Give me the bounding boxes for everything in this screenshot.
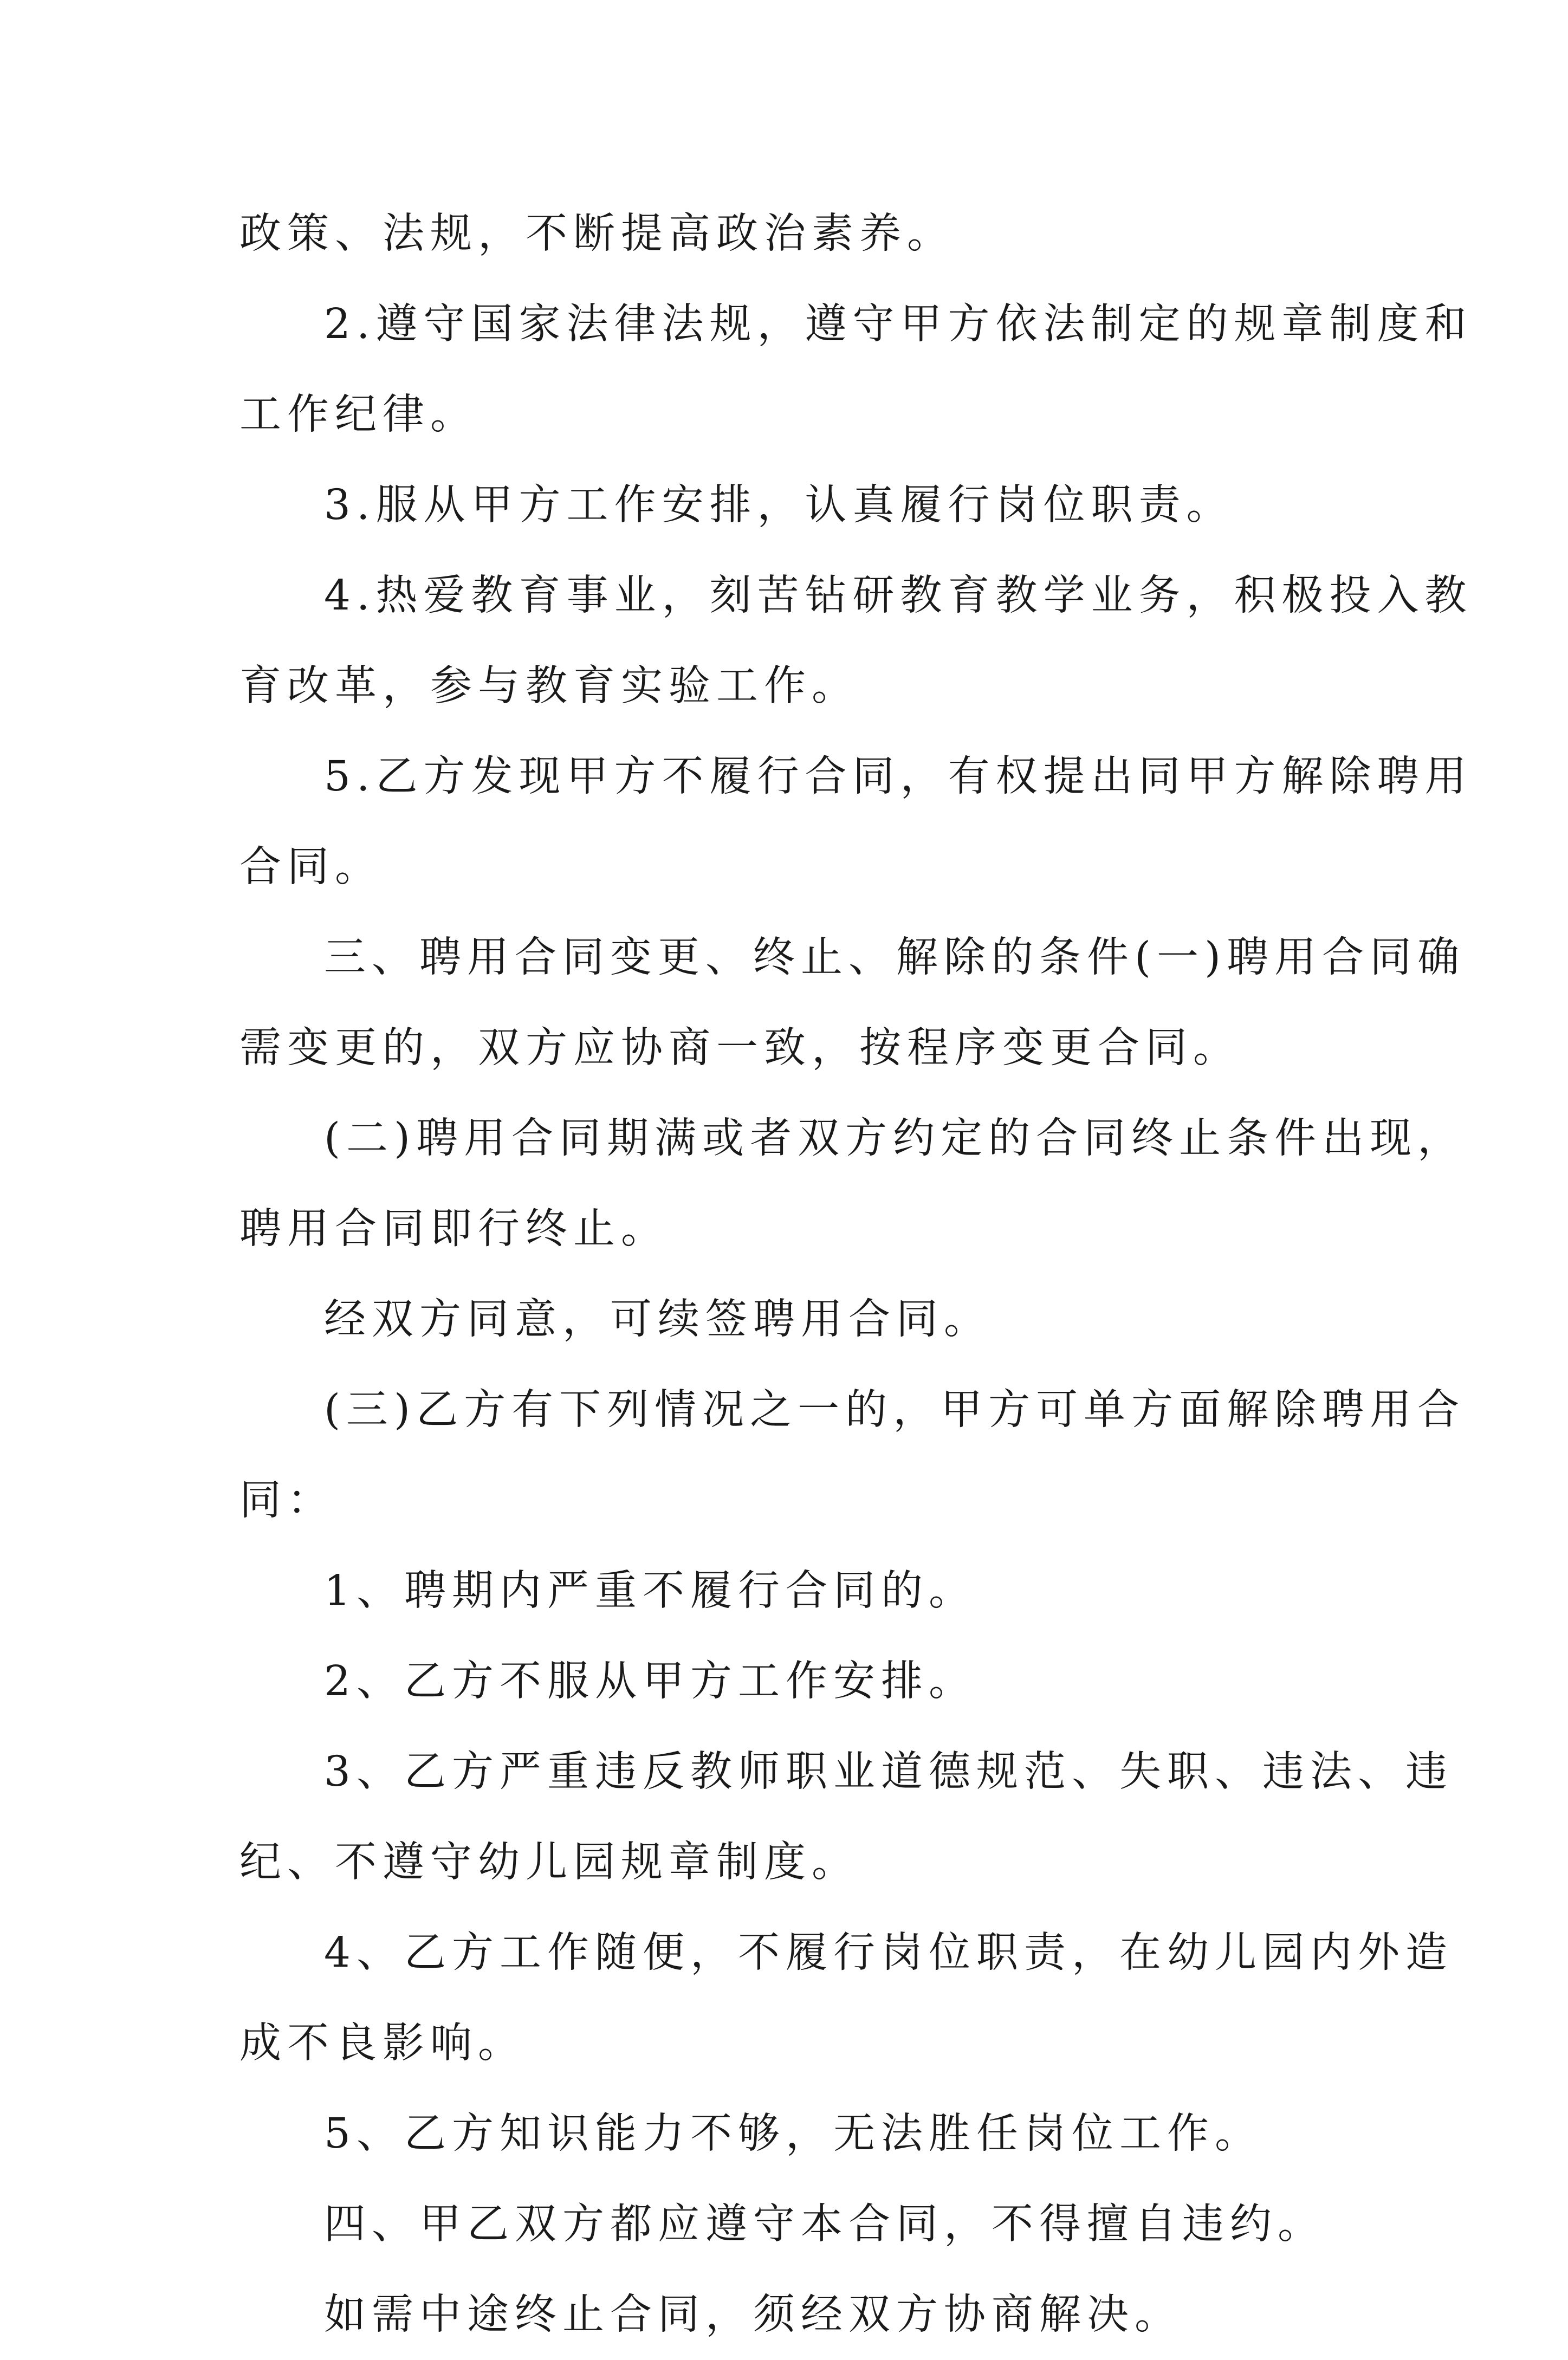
- text-line: 3、乙方严重违反教师职业道德规范、失职、违法、违: [324, 1748, 1453, 1796]
- paragraph: [239, 279, 1473, 460]
- paragraph: [239, 2179, 1334, 2270]
- text-line: 经双方同意，可续签聘用合同。: [324, 1295, 992, 1344]
- text-line: (三)乙方有下列情况之一的，甲方可单方面解除聘用合: [324, 1386, 1466, 1434]
- paragraph: [239, 189, 1334, 279]
- text-line: 政策、法规，不断提高政治素养。: [239, 210, 955, 258]
- paragraph: [239, 1636, 1334, 1727]
- paragraph: [239, 460, 1334, 550]
- paragraph: [239, 1727, 1453, 1908]
- text-line: 工作纪律。: [239, 391, 478, 439]
- paragraph: [239, 1908, 1453, 2089]
- text-line: 5、乙方知识能力不够，无法胜任岗位工作。: [324, 2110, 1262, 2158]
- text-line: 2、乙方不服从甲方工作安排。: [324, 1657, 976, 1706]
- paragraph: [239, 550, 1473, 731]
- text-line: 三、聘用合同变更、终止、解除的条件(一)聘用合同确: [324, 933, 1466, 982]
- text-line: 同：: [239, 1476, 335, 1525]
- text-line: 4.热爱教育事业，刻苦钻研教育教学业务，积极投入教: [324, 572, 1473, 620]
- text-line: 4、乙方工作随便，不履行岗位职责，在幼儿园内外造: [324, 1929, 1453, 1977]
- paragraph: [239, 2270, 1334, 2360]
- text-line: 育改革，参与教育实验工作。: [239, 662, 859, 710]
- text-line: 四、甲乙双方都应遵守本合同，不得擅自违约。: [324, 2200, 1325, 2248]
- paragraph: [239, 1093, 1466, 1274]
- text-line: 成不良影响。: [239, 2019, 526, 2067]
- paragraph: [239, 912, 1466, 1093]
- paragraph: [239, 2089, 1334, 2179]
- paragraph: [239, 1365, 1466, 1546]
- document-body: [239, 189, 1473, 2360]
- text-line: 2.遵守国家法律法规，遵守甲方依法制定的规章制度和: [324, 300, 1473, 348]
- text-line: 5.乙方发现甲方不履行合同，有权提出同甲方解除聘用: [324, 753, 1473, 801]
- text-line: (二)聘用合同期满或者双方约定的合同终止条件出现，: [324, 1114, 1466, 1163]
- paragraph: [239, 1546, 1334, 1636]
- paragraph: [239, 1274, 1334, 1365]
- text-line: 合同。: [239, 843, 383, 891]
- text-line: 纪、不遵守幼儿园规章制度。: [239, 1838, 859, 1886]
- text-line: 如需中途终止合同，须经双方协商解决。: [324, 2291, 1182, 2339]
- text-line: 1、聘期内严重不履行合同的。: [324, 1567, 976, 1615]
- text-line: 需变更的，双方应协商一致，按程序变更合同。: [239, 1024, 1241, 1072]
- paragraph: [239, 731, 1473, 912]
- text-line: 聘用合同即行终止。: [239, 1205, 669, 1253]
- text-line: 3.服从甲方工作安排，认真履行岗位职责。: [324, 481, 1234, 529]
